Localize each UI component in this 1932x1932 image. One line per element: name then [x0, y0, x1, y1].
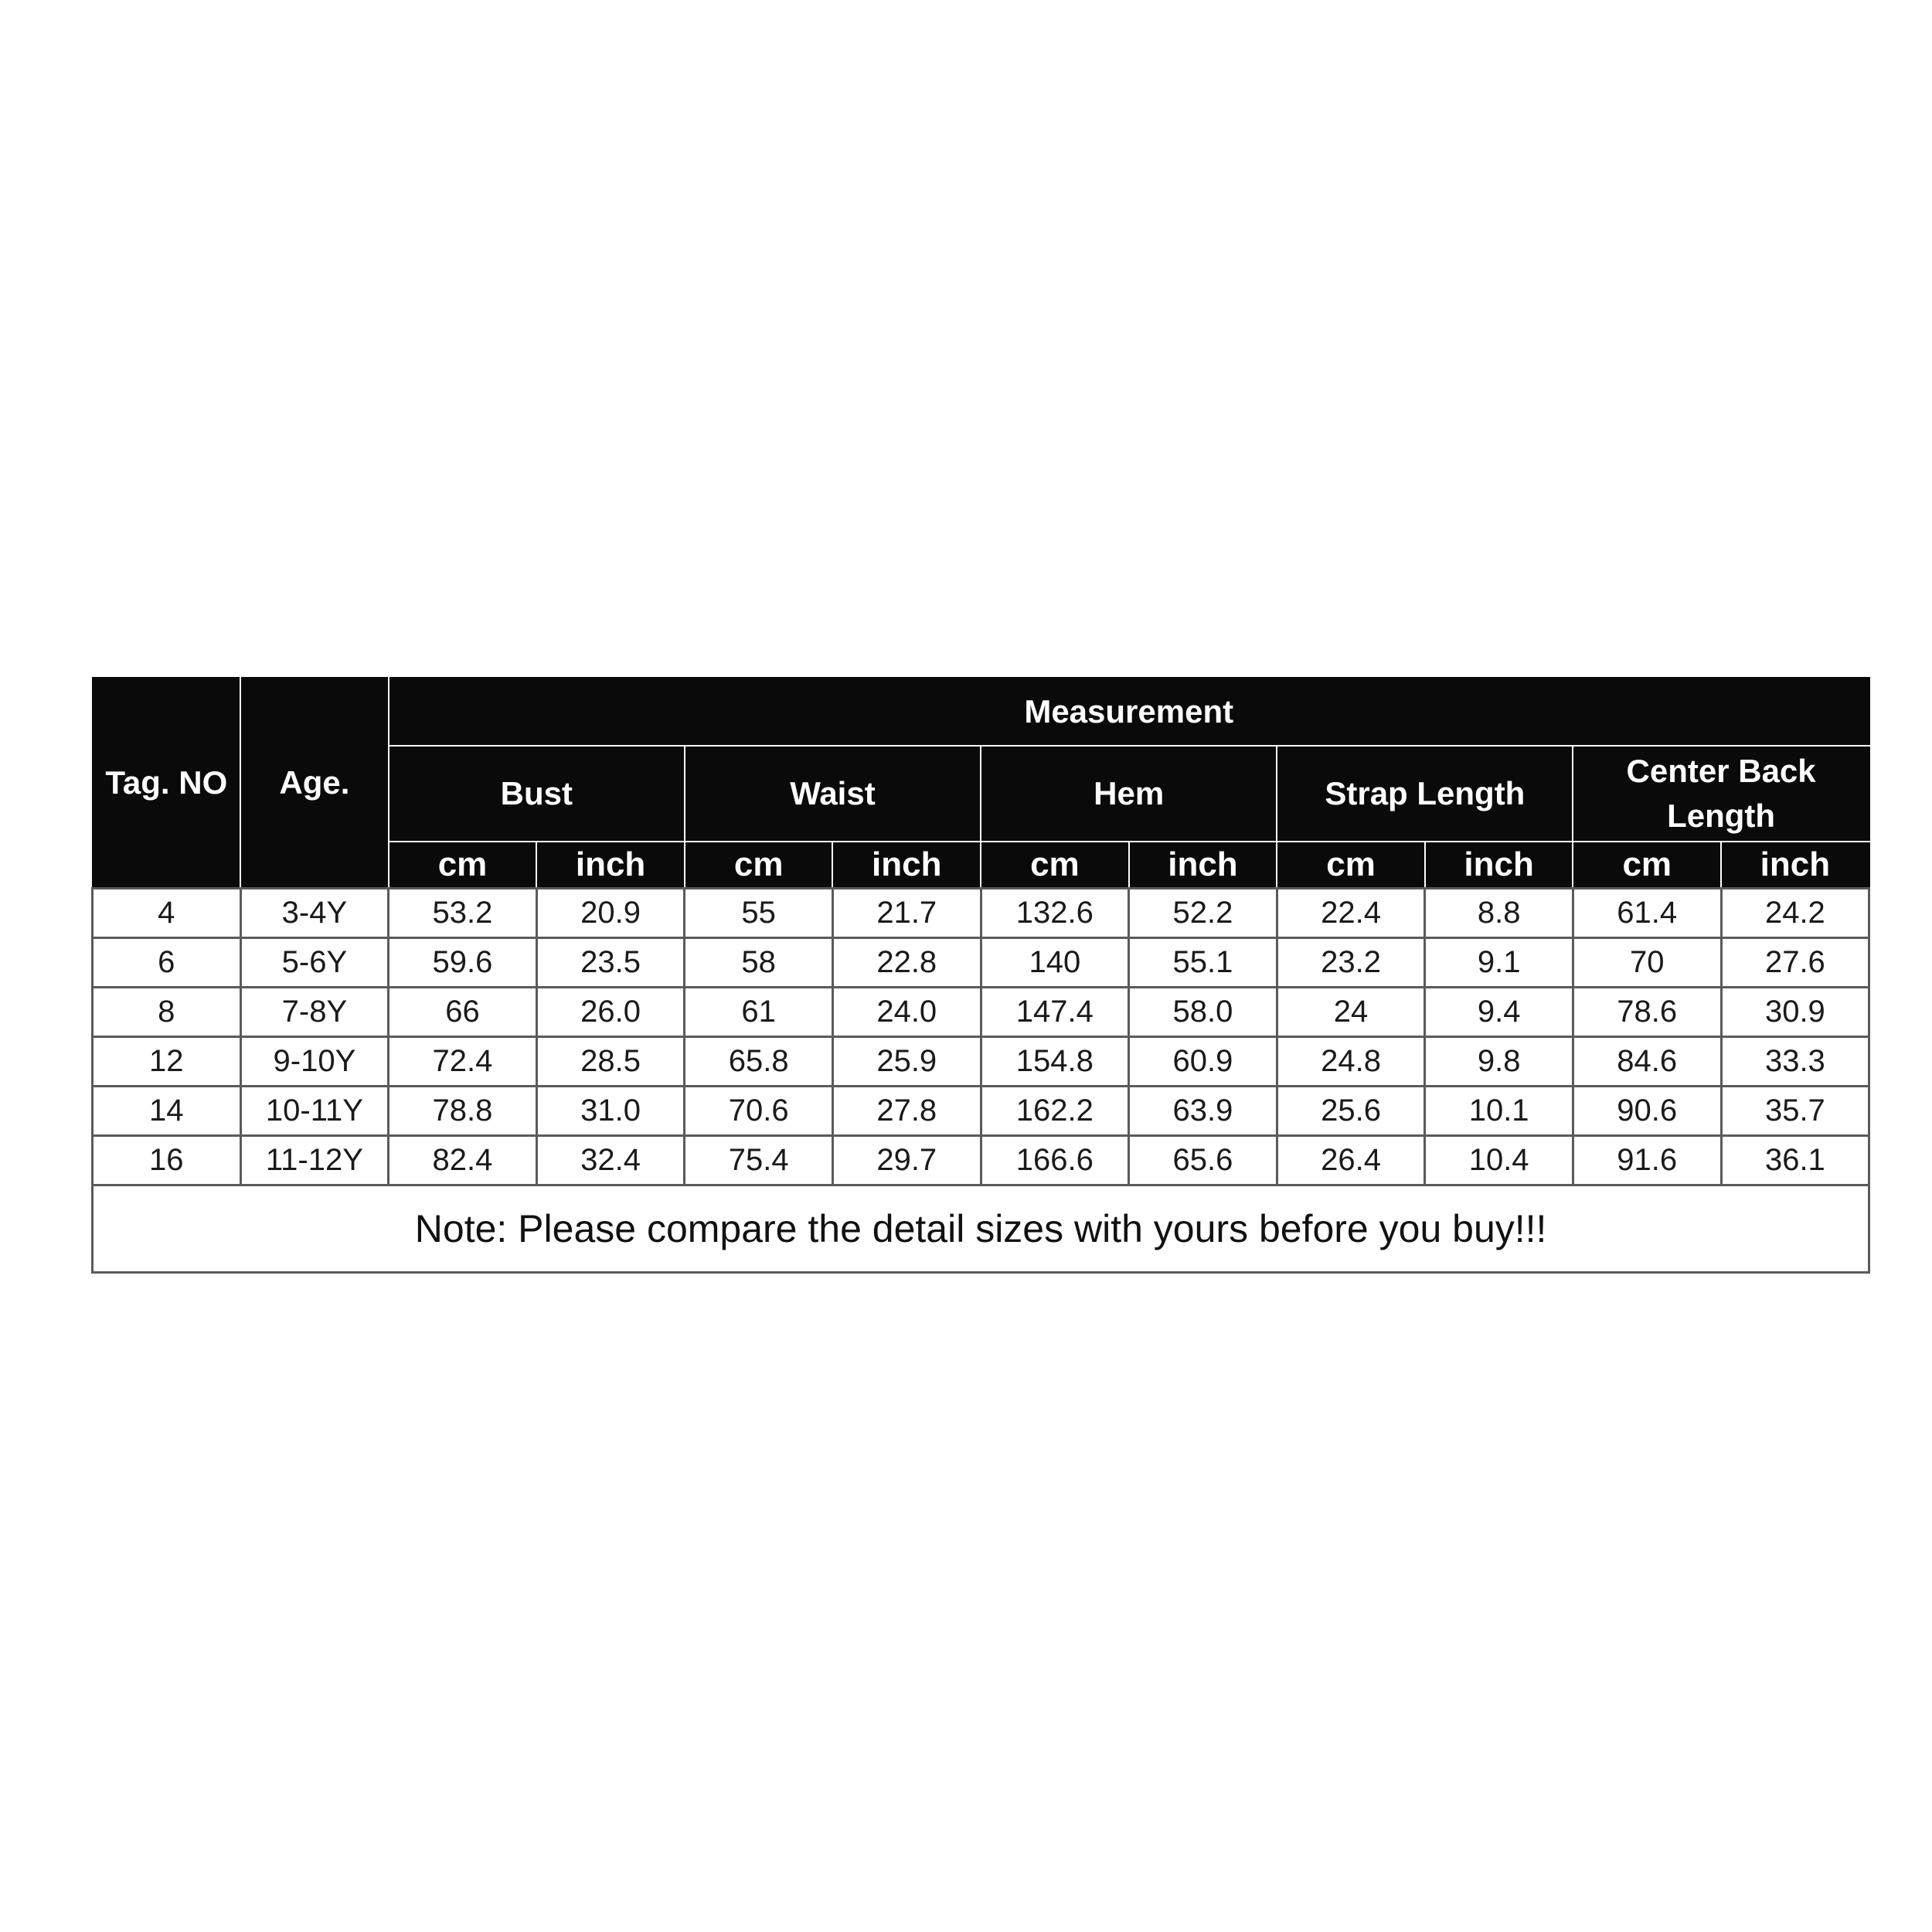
table-cell: 25.6	[1277, 1087, 1425, 1136]
table-cell: 9.1	[1425, 938, 1573, 988]
table-cell: 66	[389, 988, 537, 1037]
table-cell: 55.1	[1129, 938, 1277, 988]
size-note: Note: Please compare the detail sizes with yours before you buy!!!	[93, 1185, 1869, 1273]
table-cell: 22.8	[832, 938, 981, 988]
table-cell: 12	[93, 1037, 241, 1087]
table-cell: 5-6Y	[240, 938, 389, 988]
table-cell: 36.1	[1721, 1136, 1869, 1185]
table-header	[93, 678, 1869, 889]
table-row	[93, 938, 1869, 988]
note-row	[93, 1185, 1869, 1273]
table-cell: 24.0	[832, 988, 981, 1037]
table-cell: 11-12Y	[240, 1136, 389, 1185]
table-cell: 23.2	[1277, 938, 1425, 988]
hem-header: Hem	[981, 746, 1277, 842]
table-cell: 26.0	[536, 988, 685, 1037]
table-cell: 7-8Y	[240, 988, 389, 1037]
unit-inch-header: inch	[1425, 842, 1573, 889]
strap-length-header: Strap Length	[1277, 746, 1573, 842]
table-row	[93, 988, 1869, 1037]
measurement-header: Measurement	[389, 678, 1869, 746]
table-cell: 70.6	[685, 1087, 833, 1136]
table-row	[93, 1087, 1869, 1136]
table-row	[93, 1037, 1869, 1087]
table-cell: 24.8	[1277, 1037, 1425, 1087]
table-cell: 28.5	[536, 1037, 685, 1087]
table-cell: 58.0	[1129, 988, 1277, 1037]
table-cell: 90.6	[1573, 1087, 1721, 1136]
bust-header: Bust	[389, 746, 685, 842]
table-cell: 63.9	[1129, 1087, 1277, 1136]
table-body	[93, 889, 1869, 1185]
table-cell: 59.6	[389, 938, 537, 988]
table-cell: 52.2	[1129, 889, 1277, 938]
table-cell: 53.2	[389, 889, 537, 938]
table-cell: 24	[1277, 988, 1425, 1037]
table-cell: 82.4	[389, 1136, 537, 1185]
table-cell: 27.6	[1721, 938, 1869, 988]
table-cell: 9.4	[1425, 988, 1573, 1037]
table-cell: 24.2	[1721, 889, 1869, 938]
table-cell: 30.9	[1721, 988, 1869, 1037]
table-cell: 32.4	[536, 1136, 685, 1185]
table-cell: 25.9	[832, 1037, 981, 1087]
table-cell: 8.8	[1425, 889, 1573, 938]
unit-inch-header: inch	[1129, 842, 1277, 889]
unit-cm-header: cm	[1277, 842, 1425, 889]
table-cell: 55	[685, 889, 833, 938]
table-cell: 65.8	[685, 1037, 833, 1087]
table-cell: 16	[93, 1136, 241, 1185]
table-row	[93, 1136, 1869, 1185]
table-cell: 91.6	[1573, 1136, 1721, 1185]
unit-cm-header: cm	[685, 842, 833, 889]
table-cell: 14	[93, 1087, 241, 1136]
table-cell: 31.0	[536, 1087, 685, 1136]
table-cell: 147.4	[981, 988, 1129, 1037]
table-cell: 78.8	[389, 1087, 537, 1136]
table-cell: 10-11Y	[240, 1087, 389, 1136]
table-cell: 84.6	[1573, 1037, 1721, 1087]
table-cell: 9.8	[1425, 1037, 1573, 1087]
table-row	[93, 889, 1869, 938]
table-cell: 58	[685, 938, 833, 988]
age-header: Age.	[240, 678, 389, 889]
table-cell: 75.4	[685, 1136, 833, 1185]
size-chart-table	[91, 677, 1870, 1274]
table-cell: 162.2	[981, 1087, 1129, 1136]
table-cell: 10.4	[1425, 1136, 1573, 1185]
table-cell: 132.6	[981, 889, 1129, 938]
table-cell: 60.9	[1129, 1037, 1277, 1087]
table-cell: 20.9	[536, 889, 685, 938]
table-cell: 72.4	[389, 1037, 537, 1087]
unit-inch-header: inch	[1721, 842, 1869, 889]
table-cell: 154.8	[981, 1037, 1129, 1087]
table-cell: 35.7	[1721, 1087, 1869, 1136]
table-cell: 61	[685, 988, 833, 1037]
table-cell: 140	[981, 938, 1129, 988]
table-cell: 70	[1573, 938, 1721, 988]
table-cell: 9-10Y	[240, 1037, 389, 1087]
unit-inch-header: inch	[832, 842, 981, 889]
waist-header: Waist	[685, 746, 981, 842]
table-cell: 10.1	[1425, 1087, 1573, 1136]
table-cell: 8	[93, 988, 241, 1037]
table-cell: 3-4Y	[240, 889, 389, 938]
table-cell: 23.5	[536, 938, 685, 988]
table-footer	[93, 1185, 1869, 1273]
unit-cm-header: cm	[389, 842, 537, 889]
table-cell: 29.7	[832, 1136, 981, 1185]
table-cell: 4	[93, 889, 241, 938]
table-cell: 166.6	[981, 1136, 1129, 1185]
table-cell: 61.4	[1573, 889, 1721, 938]
table-cell: 6	[93, 938, 241, 988]
table-cell: 26.4	[1277, 1136, 1425, 1185]
table-cell: 33.3	[1721, 1037, 1869, 1087]
table-cell: 27.8	[832, 1087, 981, 1136]
table-cell: 65.6	[1129, 1136, 1277, 1185]
table-cell: 21.7	[832, 889, 981, 938]
unit-cm-header: cm	[981, 842, 1129, 889]
center-back-length-header: Center Back Length	[1573, 746, 1869, 842]
unit-cm-header: cm	[1573, 842, 1721, 889]
tag-no-header: Tag. NO	[93, 678, 241, 889]
table-cell: 22.4	[1277, 889, 1425, 938]
table-cell: 78.6	[1573, 988, 1721, 1037]
unit-inch-header: inch	[536, 842, 685, 889]
